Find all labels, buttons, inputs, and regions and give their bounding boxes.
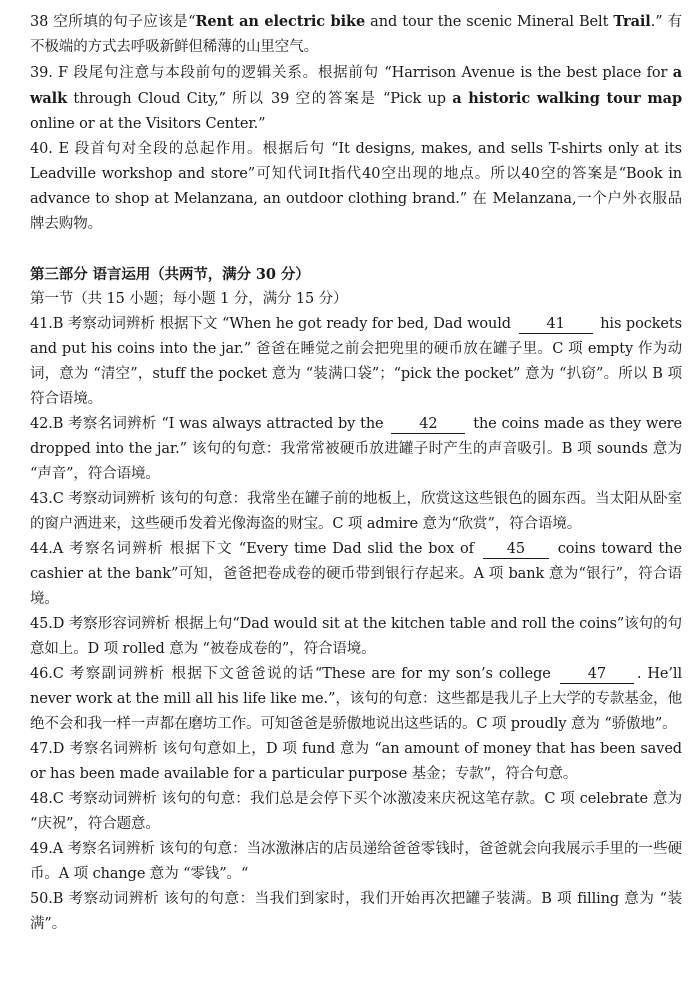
explanation-50: 50.B 考察动词辨析 该句的句意：当我们到家时，我们开始再次把罐子装满。B 项 filling 意为 “装满”。: [30, 891, 682, 932]
answer-blank-42: 42: [391, 416, 465, 434]
explanation-46: [30, 662, 682, 737]
explanation-38-text: .” 有不极端的方式去呼吸新鲜但稀薄的山里空气。: [30, 14, 682, 55]
explanation-38-text: 38 空所填的句子应该是“: [30, 14, 196, 30]
explanation-40: 40. E 段首句对全段的总起作用。根据后句 “It designs, makes, and sells T-shirts only at its Leadville workshop and store”可知代词It指代40空出现的地点。所以40空的答案是“Book in advance to shop at Melanzana, an outdoor clothing brand.” 在 Melanzana,一个户外衣服品牌去购物。: [30, 141, 682, 232]
explanation-42: [30, 412, 682, 487]
explanation-42-text: 42.B 考察名词辨析 “I was always attracted by the: [30, 416, 389, 432]
explanation-39-bold-phrase: a walk: [30, 64, 682, 107]
explanation-46-text: 46.C 考察副词辨析 根据下文爸爸说的话“These are for my son’s college: [30, 666, 557, 682]
explanation-44-text: coins toward the cashier at the bank”可知，爸爸把卷成卷的硬币带到银行存起来。A 项 bank 意为“银行”，符合语境。: [30, 541, 683, 607]
explanation-44-text: 44.A 考察名词辨析 根据下文 “Every time Dad slid the box of: [30, 541, 480, 557]
explanation-38-bold-word: Trail: [613, 13, 651, 30]
explanation-48: 48.C 考察动词辨析 该句的句意：我们总是会停下买个冰激凌来庆祝这笔存款。C 项 celebrate 意为 “庆祝”，符合题意。: [30, 791, 682, 832]
explanation-43: 43.C 考察动词辨析 该句的句意：我常坐在罐子前的地板上，欣赏这这些银色的圆东西。当太阳从卧室的窗户洒进来，这些硬币发着光像海盗的财宝。C 项 admire 意为“欣赏”，符合语境。: [30, 491, 682, 532]
explanation-49: 49.A 考察名词辨析 该句的句意：当冰激淋店的店员递给爸爸零钱时，爸爸就会向我展示手里的一些硬币。A 项 change 意为 “零钱”。“: [30, 841, 682, 882]
explanation-45: 45.D 考察形容词辨析 根据上句“Dad would sit at the kitchen table and roll the coins”该句的句意如上。D 项 rolled 意为 “被卷成卷的”，符合语境。: [30, 616, 682, 657]
explanation-44: [30, 537, 682, 612]
explanation-39-text: through Cloud City,” 所以 39 空的答案是 “Pick up: [67, 91, 453, 107]
answer-blank-41: 41: [519, 316, 593, 334]
subsection-title: 第一节（共 15 小题；每小题 1 分，满分 15 分）: [30, 291, 348, 307]
explanation-41-text: 41.B 考察动词辨析 根据下文 “When he got ready for bed, Dad would: [30, 316, 516, 332]
answer-blank-45: 45: [483, 541, 549, 559]
answer-blank-47: 47: [560, 666, 634, 684]
explanation-39: [30, 60, 682, 137]
explanation-42-text: the coins made as they were dropped into the jar.” 该句的句意：我常常被硬币放进罐子时产生的声音吸引。B 项 sounds 意为 “声音”，符合语境。: [30, 416, 682, 482]
section-title: 第三部分 语言运用（共两节，满分 30 分）: [30, 266, 310, 283]
explanation-41-text: his pockets and put his coins into the jar.” 爸爸在睡觉之前会把兜里的硬币放在罐子里。C 项 empty 作为动词，意为 “清空”，stuff the pocket 意为 “装满口袋”；“pick the pocket” 意为 “扒窃”。所以 B 项符合语境。: [30, 316, 682, 407]
explanation-41: [30, 312, 682, 412]
explanation-39-bold-phrase: a historic walking tour map: [452, 90, 682, 107]
section-spacer: [30, 237, 682, 262]
explanation-46-text: . He’ll never work at the mill all his life like me.”，该句的句意：这些都是我儿子上大学的专款基金，他绝不会和我一样一声都在磨坊工作。可知爸爸是骄傲地说出这些话的。C 项 proudly 意为 “骄傲地”。: [30, 666, 682, 732]
explanation-38-bold-phrase: Rent an electric bike: [195, 13, 366, 30]
explanation-47: 47.D 考察名词辨析 该句句意如上，D 项 fund 意为 “an amount of money that has been saved or has been made available for a particular purpose 基金；专款”，符合句意。: [30, 741, 682, 782]
explanation-39-text: 39. F 段尾句注意与本段前句的逻辑关系。根据前句 “Harrison Avenue is the best place for: [30, 65, 673, 81]
explanation-39-text: online or at the Visitors Center.”: [30, 116, 266, 132]
explanation-38: [30, 9, 682, 60]
explanation-38-text: and tour the scenic Mineral Belt: [365, 14, 614, 30]
